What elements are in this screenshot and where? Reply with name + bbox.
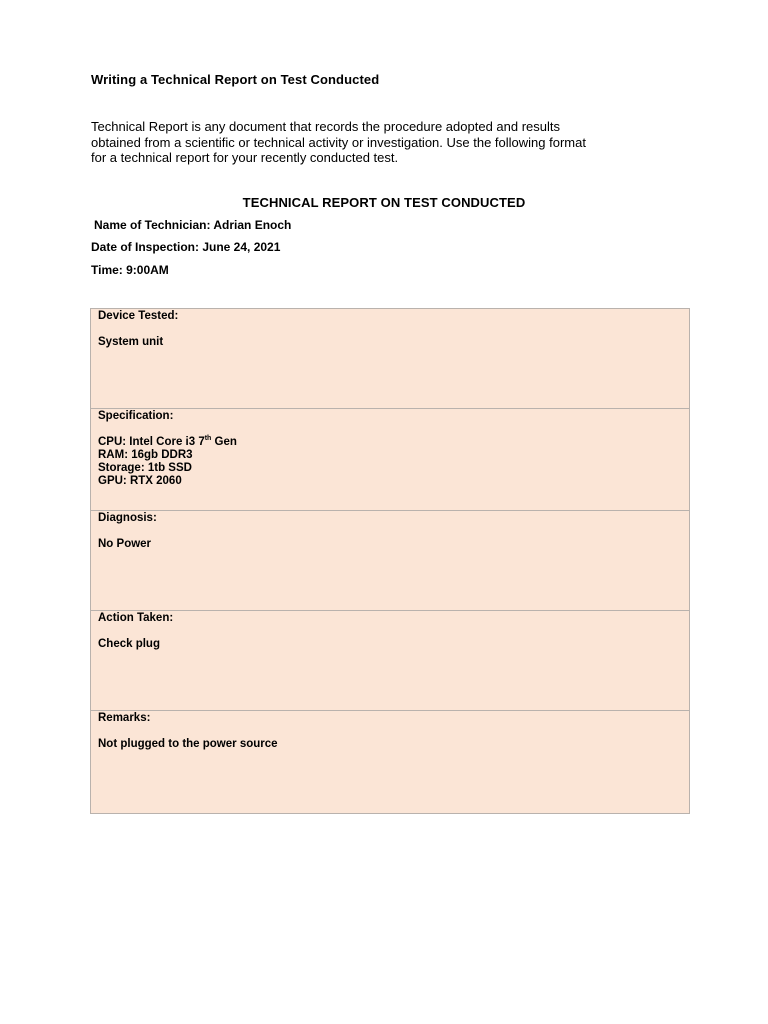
- diagnosis-value: No Power: [98, 538, 152, 550]
- spec-cpu: [98, 436, 682, 449]
- remarks-value: Not plugged to the power source: [98, 738, 278, 750]
- spec-cpu-text: CPU: Intel Core i3 7: [98, 436, 205, 448]
- table-row-action: [91, 611, 689, 711]
- specification-list: [98, 436, 682, 488]
- table-row-diagnosis: [91, 511, 689, 611]
- table-row-specification: [91, 409, 689, 511]
- inspection-date: Date of Inspection: June 24, 2021: [91, 240, 281, 254]
- spec-gpu: GPU: RTX 2060: [98, 475, 182, 487]
- action-value: Check plug: [98, 638, 160, 650]
- inspection-time: Time: 9:00AM: [91, 263, 169, 277]
- document-heading: Writing a Technical Report on Test Conducted: [91, 72, 380, 87]
- specification-label: Specification:: [98, 410, 174, 422]
- technician-name: Name of Technician: Adrian Enoch: [94, 218, 292, 232]
- report-table: [90, 308, 690, 814]
- action-label: Action Taken:: [98, 612, 174, 624]
- spec-cpu-ordinal: th: [204, 435, 212, 442]
- report-title: TECHNICAL REPORT ON TEST CONDUCTED: [242, 195, 526, 210]
- table-row-device: [91, 309, 689, 409]
- intro-paragraph: Technical Report is any document that records the procedure adopted and results obtained from a scientific or technical activity or investigation. Use the following format for a technical report for your recently conducted test.: [91, 119, 586, 165]
- spec-cpu-gen: Gen: [211, 436, 237, 448]
- diagnosis-label: Diagnosis:: [98, 512, 157, 524]
- device-value: System unit: [98, 336, 164, 348]
- device-label: Device Tested:: [98, 310, 179, 322]
- table-row-remarks: [91, 711, 689, 813]
- spec-storage: Storage: 1tb SSD: [98, 462, 192, 474]
- remarks-label: Remarks:: [98, 712, 151, 724]
- spec-ram: RAM: 16gb DDR3: [98, 449, 193, 461]
